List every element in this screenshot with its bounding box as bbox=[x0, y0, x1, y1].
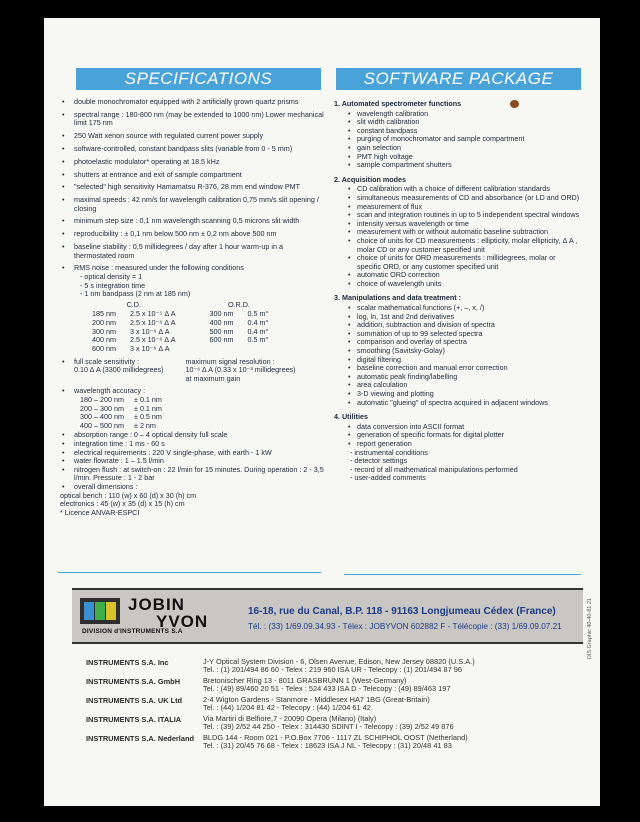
section-title: 1. Automated spectrometer functions bbox=[334, 99, 462, 108]
list-item: • choice of units for ORD measurements : millidegrees, molar or specific ORD, or any customer specified unit bbox=[348, 254, 580, 271]
divider bbox=[344, 574, 581, 575]
spec-item: • shutters at entrance and exit of sample compartment bbox=[58, 171, 326, 180]
subsidiary-contact: Tel. : (31) 20/45 76 68 - Telex : 18623 ISA J NL - Telecopy : (31) 20/48 41 83 bbox=[203, 741, 452, 751]
subsidiary-contact: Tel. : (44) 1/204 81 42 - Telecopy : (44) 1/204 61 42 bbox=[203, 703, 371, 713]
software-section bbox=[334, 413, 580, 483]
company-name bbox=[128, 596, 208, 630]
list-item: • slit width calibration bbox=[348, 118, 580, 127]
company-band bbox=[72, 588, 583, 644]
company-division: DIVISION d'INSTRUMENTS S.A bbox=[82, 628, 183, 635]
subsidiary-row bbox=[86, 734, 586, 751]
list-item: • digital filtering bbox=[348, 356, 580, 365]
company-contact: Tél. : (33) 1/69.09.34.93 - Télex : JOBYVON 602882 F - Télécopie : (33) 1/69.09.07.21 bbox=[248, 622, 562, 631]
subsidiary-address: 2-4 Wigton Gardens - Stanmore - Middlesex HA7 1BG (Great-Britain) bbox=[203, 695, 430, 704]
list-item: • data conversion into ASCII format bbox=[348, 423, 580, 432]
resolution-note: at maximum gain bbox=[185, 373, 241, 383]
table-row: 200 nm 2.5 x 10⁻⁶ Δ A bbox=[92, 317, 176, 327]
company-name-line: YVON bbox=[156, 612, 209, 631]
spec-item: • "selected" high sensitivity Hamamatsu R-376, 28 mm end window PMT bbox=[58, 183, 326, 192]
specifications-column bbox=[58, 98, 326, 517]
list-item: • smoothing (Savitsky-Golay) bbox=[348, 347, 580, 356]
resolution-label: maximum signal resolution : bbox=[185, 356, 275, 366]
list-item: • baseline correction and manual error correction bbox=[348, 364, 580, 373]
list-item: • addition, subtraction and division of spectra bbox=[348, 321, 580, 330]
section-title: 4. Utilities bbox=[334, 412, 368, 422]
sensitivity-value: 0.10 Δ A (3300 millidegrees) bbox=[74, 365, 164, 375]
software-package-banner: SOFTWARE PACKAGE bbox=[336, 68, 581, 90]
table-row: 300 nm 3 x 10⁻⁶ Δ A bbox=[92, 326, 170, 336]
table-row: 600 nm 3 x 10⁻⁶ Δ A bbox=[92, 343, 170, 353]
rms-title: • RMS noise : measured under the following conditions bbox=[74, 263, 244, 273]
subsidiary-name: INSTRUMENTS S.A. Nederland bbox=[86, 734, 194, 743]
subsidiary-row bbox=[86, 677, 586, 694]
table-row: 400 – 500 nm ± 2 nm bbox=[80, 420, 156, 430]
spec-item: • reproducibility : ± 0,1 nm below 500 nm ± 0,2 nm above 500 nm bbox=[58, 230, 326, 239]
subsidiary-address: Via Martiri di Belfiore,7 - 20090 Opera (Milano) (Italy) bbox=[203, 714, 377, 723]
section-title: 2. Acquisition modes bbox=[334, 174, 407, 184]
subsidiary-row bbox=[86, 658, 586, 675]
dimensions bbox=[58, 492, 326, 518]
dimension-line: optical bench : 110 (w) x 60 (d) x 30 (h) cm bbox=[60, 490, 197, 500]
list-item: • measurement with or without automatic baseline subtraction bbox=[348, 228, 580, 237]
print-code: DIS Graphic 40-40-81 21 bbox=[587, 598, 593, 660]
licence-note: * Licence ANVAR-ESPCI bbox=[60, 507, 140, 517]
cd-table bbox=[92, 301, 176, 354]
list-item: - instrumental conditions bbox=[350, 447, 428, 457]
spec-item: • double monochromator equipped with 2 artificially grown quartz prisms bbox=[58, 98, 326, 107]
spec-item: • electrical requirements : 220 V single-phase, with earth - 1 kW bbox=[58, 449, 326, 458]
list-item: • constant bandpass bbox=[348, 127, 580, 136]
software-column bbox=[334, 100, 580, 489]
software-section bbox=[334, 100, 580, 170]
company-logo-icon bbox=[80, 598, 120, 624]
ord-header: O.R.D. bbox=[227, 299, 250, 309]
spec-item: • minimum step size : 0,1 nm wavelength scanning 0,5 microns slit width bbox=[58, 217, 326, 226]
table-row: 500 nm 0.4 m° bbox=[209, 326, 269, 336]
table-row: 400 nm 0.4 m° bbox=[209, 317, 269, 327]
list-item: • wavelength calibration bbox=[348, 110, 580, 119]
list-item: - record of all mathematical manipulations performed bbox=[350, 464, 518, 474]
company-address: 16-18, rue du Canal, B.P. 118 - 91163 Longjumeau Cédex (France) bbox=[248, 606, 556, 617]
rms-condition: - 5 s integration time bbox=[80, 280, 146, 290]
list-item: • simultaneous measurements of CD and absorbance (or LD and ORD) bbox=[348, 194, 580, 203]
list-item: - user-added comments bbox=[350, 473, 426, 483]
spec-item: • spectral range : 180-800 nm (may be extended to 1000 nm) Lower mechanical limit 175 nm bbox=[58, 111, 326, 128]
table-row: 180 – 200 nm ± 0.1 nm bbox=[80, 395, 162, 405]
spec-item: • overall dimensions : bbox=[58, 483, 326, 492]
spec-item: • software-controlled, constant bandpass slits (variable from 0 - 5 mm) bbox=[58, 145, 326, 154]
sensitivity-label: • full scale sensitivity : bbox=[74, 356, 140, 366]
wavelength-accuracy bbox=[58, 387, 326, 430]
subsidiary-name: INSTRUMENTS S.A. ITALIA bbox=[86, 715, 182, 724]
subsidiary-name: INSTRUMENTS S.A. UK Ltd bbox=[86, 696, 183, 705]
dimension-line: electronics : 45 (w) x 35 (d) x 15 (h) cm bbox=[60, 499, 185, 509]
list-item: • summation of up to 99 selected spectra bbox=[348, 330, 580, 339]
list-item: • choice of units for CD measurements : ellipticity, molar ellipticity, Δ A , molar CD or any customer specified unit bbox=[348, 237, 580, 254]
list-item: • automatic ORD correction bbox=[348, 271, 580, 280]
subsidiary-contact: Tel. : (49) 89/460 20 51 - Telex : 524 433 ISA D - Telecopy : (49) 89/463 197 bbox=[203, 684, 451, 694]
list-item: • PMT high voltage bbox=[348, 153, 580, 162]
table-row: 300 nm 0.5 m° bbox=[209, 309, 269, 319]
list-item: • intensity versus wavelength or time bbox=[348, 220, 580, 229]
list-item: • CD calibration with a choice of different calibration standards bbox=[348, 185, 580, 194]
section-title: 3. Manipulations and data treatment : bbox=[334, 293, 461, 303]
subsidiary-address: BLDG 144 - Room 021 - P.O.Box 7706 - 1117 ZL SCHIPHOL OOST (Netherland) bbox=[203, 733, 468, 742]
list-item: • choice of wavelength units bbox=[348, 280, 580, 289]
table-row: 600 nm 0.5 m° bbox=[209, 335, 269, 345]
list-item: • sample compartment shutters bbox=[348, 161, 580, 170]
resolution-value: 10⁻⁶ Δ A (0.33 x 10⁻³ millidegrees) bbox=[185, 365, 296, 375]
ord-table bbox=[210, 301, 269, 354]
wavelength-accuracy-title: • wavelength accuracy : bbox=[74, 386, 146, 396]
list-item: • log, ln, 1st and 2nd derivatives bbox=[348, 313, 580, 322]
list-item: • generation of specific formats for digital plotter bbox=[348, 431, 580, 440]
list-item: • purging of monochromator and sample compartment bbox=[348, 135, 580, 144]
rms-table bbox=[92, 301, 326, 354]
subsidiary-address: Bretonischer Ring 13 - 8011 GRASBRUNN 1 (West-Germany) bbox=[203, 676, 407, 685]
rms-condition: - 1 nm bandpass (2 nm at 185 nm) bbox=[80, 289, 191, 299]
spec-item: • 250 Watt xenon source with regulated current power supply bbox=[58, 132, 326, 141]
rms-noise bbox=[58, 264, 326, 353]
subsidiaries bbox=[86, 658, 586, 753]
list-item: - detector settings bbox=[350, 456, 408, 466]
table-row: 200 – 300 nm ± 0.1 nm bbox=[80, 403, 162, 413]
subsidiary-name: INSTRUMENTS S.A. GmbH bbox=[86, 677, 181, 686]
spec-item: • integration time : 1 ms - 60 s bbox=[58, 440, 326, 449]
cd-header: C.D. bbox=[126, 299, 141, 309]
rms-condition: - optical density = 1 bbox=[80, 271, 143, 281]
software-section bbox=[334, 176, 580, 289]
table-row: 300 – 400 nm ± 0.5 nm bbox=[80, 412, 162, 422]
spec-item: • absorption range : 0 – 4 optical density full scale bbox=[58, 431, 326, 440]
spec-item: • nitrogen flush : at switch-on : 22 l/min for 15 minutes. During operation : 2 - 3,5 l/min. Pressure : 1 - 2 bar bbox=[58, 466, 326, 483]
list-item: • scan and integration routines in up to 5 independent spectral windows bbox=[348, 211, 580, 220]
table-row: 400 nm 2.5 x 10⁻⁶ Δ A bbox=[92, 335, 176, 345]
specifications-banner: SPECIFICATIONS bbox=[76, 68, 321, 90]
software-section bbox=[334, 294, 580, 407]
sensitivity bbox=[58, 358, 326, 384]
spec-item: • baseline stability : 0,5 millidegrees / day after 1 hour warm-up in a thermostated room bbox=[58, 243, 326, 260]
subsidiary-address: J-Y Optical System Division - 6, Olsen Avenue, Edison, New Jersey 08820 (U.S.A.) bbox=[203, 657, 475, 666]
subsidiary-name: INSTRUMENTS S.A. Inc bbox=[86, 658, 169, 667]
list-item: • automatic "glueing" of spectra acquired in adjacent windows bbox=[348, 399, 580, 408]
list-item: • comparison and overlay of spectra bbox=[348, 338, 580, 347]
subsidiary-contact: Tel. : (1) 201/494 86 60 - Telex : 219 960 ISA UR - Telecopy : (1) 201/494 87 96 bbox=[203, 665, 462, 675]
list-item: • area calculation bbox=[348, 381, 580, 390]
spec-item: • water flowrate : 1 – 1.5 l/min bbox=[58, 457, 326, 466]
spec-item: • maximal speeds : 42 nm/s for wavelength calibration 0,75 mm/s slit opening / closing bbox=[58, 196, 326, 213]
divider bbox=[58, 572, 321, 573]
spec-item: • photoelastic modulator* operating at 18.5 kHz bbox=[58, 158, 326, 167]
subsidiary-row bbox=[86, 715, 586, 732]
subsidiary-contact: Tel. : (39) 2/52 44 250 - Telex : 314430 SDINT I - Telecopy : (39) 2/52 49 876 bbox=[203, 722, 454, 732]
subsidiary-row bbox=[86, 696, 586, 713]
list-item: • measurement of flux bbox=[348, 203, 580, 212]
company-name-line: JOBIN bbox=[128, 595, 185, 614]
list-item: • 3-D viewing and plotting bbox=[348, 390, 580, 399]
brochure-page bbox=[44, 18, 600, 806]
table-row: 185 nm 2.5 x 10⁻⁵ Δ A bbox=[92, 309, 176, 319]
list-item: • report generation bbox=[348, 440, 580, 449]
list-item: • scalar mathematical functions (+, –, x, /) bbox=[348, 304, 580, 313]
list-item: • gain selection bbox=[348, 144, 580, 153]
list-item: • automatic peak finding/labelling bbox=[348, 373, 580, 382]
